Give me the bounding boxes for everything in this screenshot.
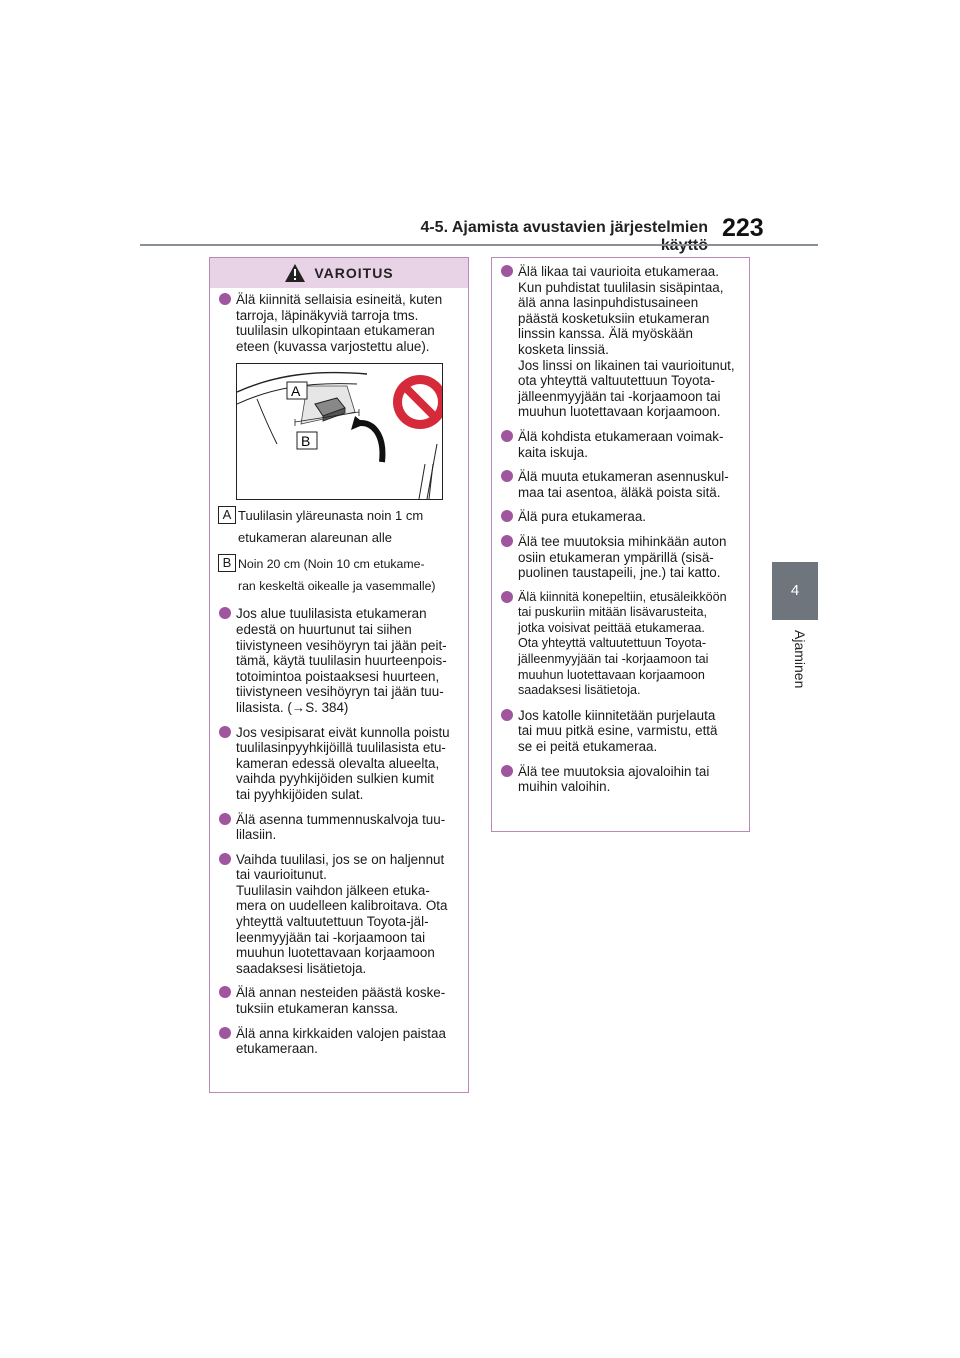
warning-heading: VAROITUS: [314, 265, 394, 281]
list-item: [218, 1026, 460, 1057]
legend-item-a: [218, 506, 460, 554]
bullet-icon: [219, 607, 231, 619]
bullet-icon: [501, 265, 513, 277]
list-item: [500, 264, 741, 420]
legend-letter-a: A: [218, 506, 236, 524]
chapter-tab: [772, 562, 818, 620]
bullet-icon: [219, 813, 231, 825]
bullet-icon: [501, 535, 513, 547]
list-item: [218, 292, 460, 354]
list-item-text: Älä kiinnitä sellaisia esineitä, kuten tarroja, läpinäkyviä tarroja tms. tuulilasin ulkopintaan etukameran eteen (kuvassa varjostettu alue).: [236, 292, 443, 354]
windshield-illustration: [237, 364, 442, 499]
list-item-text: Älä tee muutoksia ajovaloihin tai muihin valoihin.: [518, 763, 710, 795]
bullet-icon: [501, 709, 513, 721]
list-item: [500, 469, 741, 500]
legend-letter-b: B: [218, 554, 236, 572]
bullet-icon: [219, 853, 231, 865]
list-item-text: Älä pura etukameraa.: [518, 509, 647, 525]
list-item-text: Älä asenna tummennuskalvoja tuu- lilasiin.: [236, 811, 446, 843]
bullet-icon: [501, 430, 513, 442]
list-item: [218, 985, 460, 1016]
page-number: 223: [722, 214, 764, 242]
list-item: [500, 764, 741, 795]
list-item-text: Älä muuta etukameran asennuskul- maa tai asentoa, äläkä poista sitä.: [518, 469, 729, 500]
warning-box-right: [491, 257, 750, 832]
list-item-text: Älä kiinnitä konepeltiin, etusäleikköön tai puskuriin mitään lisävarusteita, jotka voisivat peittää etukameraa. Ota yhteyttä valtuutettuun Toyota- jälleenmyyjään tai -korjaamoon tai muuhun luotettavaan korjaamoon saadaksesi lisätietoja.: [518, 589, 727, 698]
chapter-title: Ajaminen: [792, 630, 808, 689]
list-item: [500, 590, 741, 699]
list-item-text: Älä anna kirkkaiden valojen paistaa etukameraan.: [236, 1025, 446, 1057]
bullet-icon: [219, 293, 231, 305]
list-item: [500, 534, 741, 581]
list-item: [500, 429, 741, 460]
warning-box-left: [209, 257, 469, 1093]
list-item-text: Älä annan nesteiden päästä koske- tuksiin etukameran kanssa.: [236, 985, 446, 1017]
legend-item-b: [218, 554, 460, 602]
list-item-text: Älä likaa tai vaurioita etukameraa. Kun puhdistat tuulilasin sisäpintaa, älä anna lasinpuhdistusaineen päästä kosketuksiin etukameran linssin kanssa. Älä myöskään kosketa linssiä. Jos linssi on likainen tai vaurioitunut, ota yhteyttä valtuutettuun Toyota- jälleenmyyjään tai -korjaamoon tai muuhun luotettavaan korjaamoon.: [518, 264, 735, 420]
legend-text-a: Tuulilasin yläreunasta noin 1 cm etukameran alareunan alle: [238, 508, 424, 546]
list-item-text: Älä tee muutoksia mihinkään auton osiin etukameran ympärillä (sisä- puolinen taustapeili, jne.) tai katto.: [518, 533, 727, 581]
list-item: [218, 852, 460, 977]
figure-label-b: B: [301, 433, 311, 450]
list-item-text: Jos alue tuulilasista etukameran edestä on huurtunut tai siihen tiivistyneen vesihöyryn tai jään peit- tämä, käytä tuulilasin huurteenpois- totoimintoa poistaaksesi huurteen, tiivistyneen vesihöyryn tai jään tuu- lilasista. (→S. 384): [236, 606, 447, 715]
header-divider: [140, 244, 818, 246]
bullet-icon: [501, 470, 513, 482]
figure-label-a: A: [291, 383, 301, 400]
warning-triangle-icon: [284, 263, 306, 283]
bullet-icon: [501, 765, 513, 777]
bullet-icon: [501, 591, 513, 603]
bullet-icon: [219, 726, 231, 738]
list-item: [218, 725, 460, 803]
bullet-icon: [219, 1027, 231, 1039]
bullet-icon: [219, 986, 231, 998]
list-item: [500, 708, 741, 755]
warning-header: [210, 258, 468, 288]
legend-text-b: Noin 20 cm (Noin 10 cm etukame- ran keskeltä oikealle ja vasemmalle): [238, 557, 436, 594]
section-title: 4-5. Ajamista avustavien järjestelmien: [420, 219, 708, 236]
list-item: [218, 606, 460, 715]
camera-area-figure: [236, 363, 443, 500]
bullet-icon: [501, 510, 513, 522]
list-item: [500, 509, 741, 525]
list-item-text: Älä kohdista etukameraan voimak- kaita iskuja.: [518, 428, 724, 460]
list-item-text: Vaihda tuulilasi, jos se on haljennut tai vaurioitunut. Tuulilasin vaihdon jälkeen etuka- mera on uudelleen kalibroitava. Ota yhteyttä valtuutettuun Toyota-jäl- leenmyyjään tai -korjaamoon tai muuhun luotettavaan korjaamoon saadaksesi lisätietoja.: [236, 851, 448, 976]
list-item-text: Jos katolle kiinnitetään purjelauta tai muu pitkä esine, varmistu, että se ei peitä etukameraa.: [518, 707, 718, 755]
list-item: [218, 812, 460, 843]
chapter-number: 4: [790, 582, 800, 599]
list-item-text: Jos vesipisarat eivät kunnolla poistu tuulilasinpyyhkijöillä tuulilasista etu- kameran edessä olevalta alueelta, vaihda pyyhkijöiden sulkien kumit tai pyyhkijöiden sulat.: [236, 724, 450, 802]
